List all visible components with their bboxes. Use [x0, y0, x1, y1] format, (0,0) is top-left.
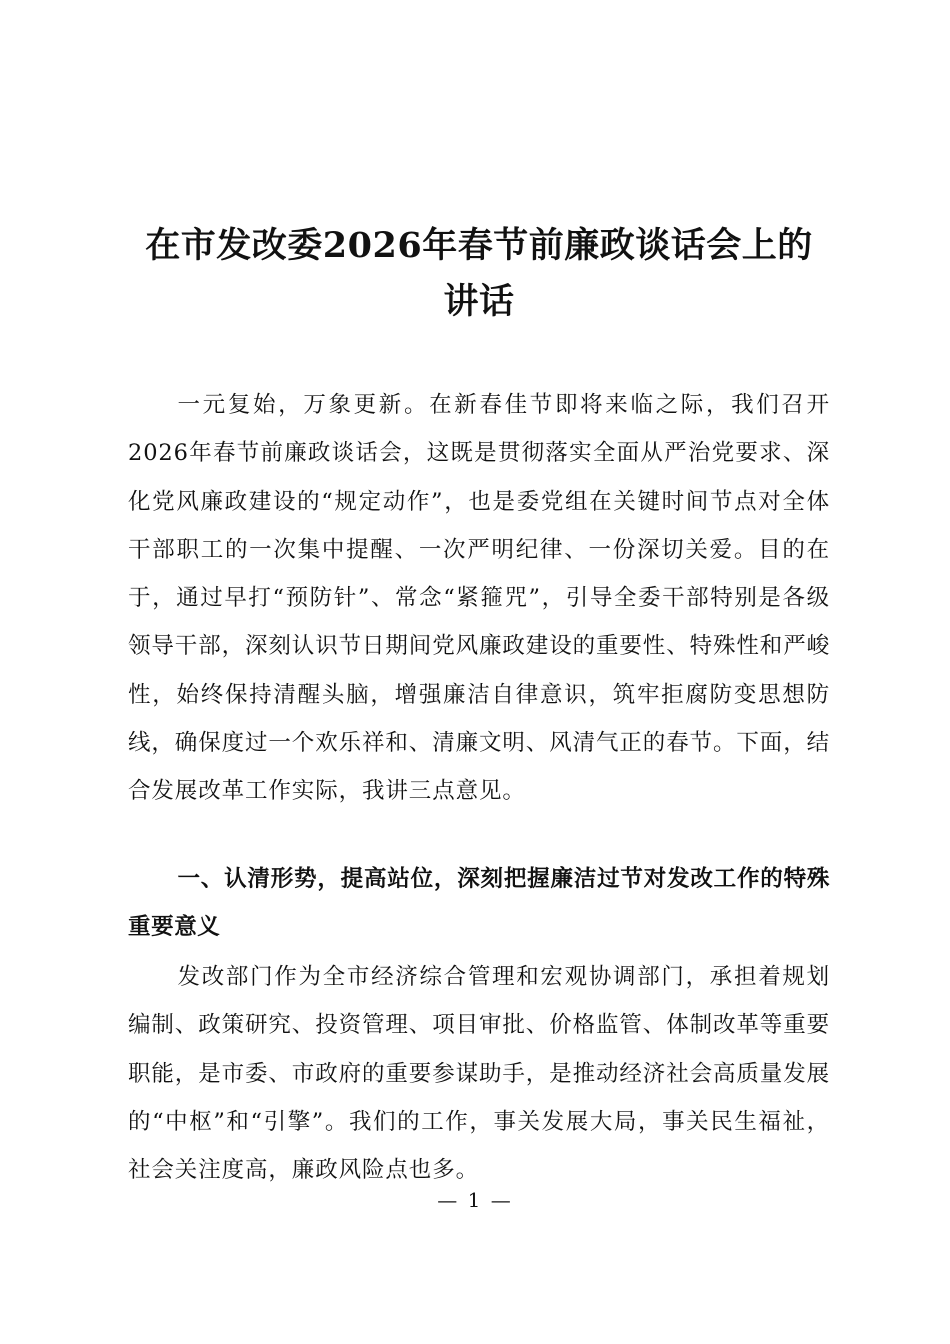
paragraph-section-1: 发改部门作为全市经济综合管理和宏观协调部门，承担着规划编制、政策研究、投资管理、项目审批、价格监管、体制改革等重要职能，是市委、市政府的重要参谋助手，是推动经济社会高质量发展的“中枢”和“引擎”。我们的工作，事关发展大局，事关民生福祉，社会关注度高，廉政风险点也多。 [128, 964, 831, 1184]
page-number: — 1 — [437, 1188, 513, 1212]
document-title: 在市发改委2026年春节前廉政谈话会上的讲话 [145, 225, 813, 322]
paragraph-intro: 一元复始，万象更新。在新春佳节即将来临之际，我们召开2026年春节前廉政谈话会，这既是贯彻落实全面从严治党要求、深化党风廉政建设的“规定动作”，也是委党组在关键时间节点对全体干部职工的一次集中提醒、一次严明纪律、一份深切关爱。目的在于，通过早打“预防针”、常念“紧箍咒”，引导全委干部特别是各级领导干部，深刻认识节日期间党风廉政建设的重要性、特殊性和严峻性，始终保持清醒头脑，增强廉洁自律意识，筑牢拒腐防变思想防线，确保度过一个欢乐祥和、清廉文明、风清气正的春节。下面，结合发展改革工作实际，我讲三点意见。 [128, 392, 831, 805]
section-heading-1: 一、认清形势，提高站位，深刻把握廉洁过节对发改工作的特殊重要意义 [128, 866, 830, 940]
